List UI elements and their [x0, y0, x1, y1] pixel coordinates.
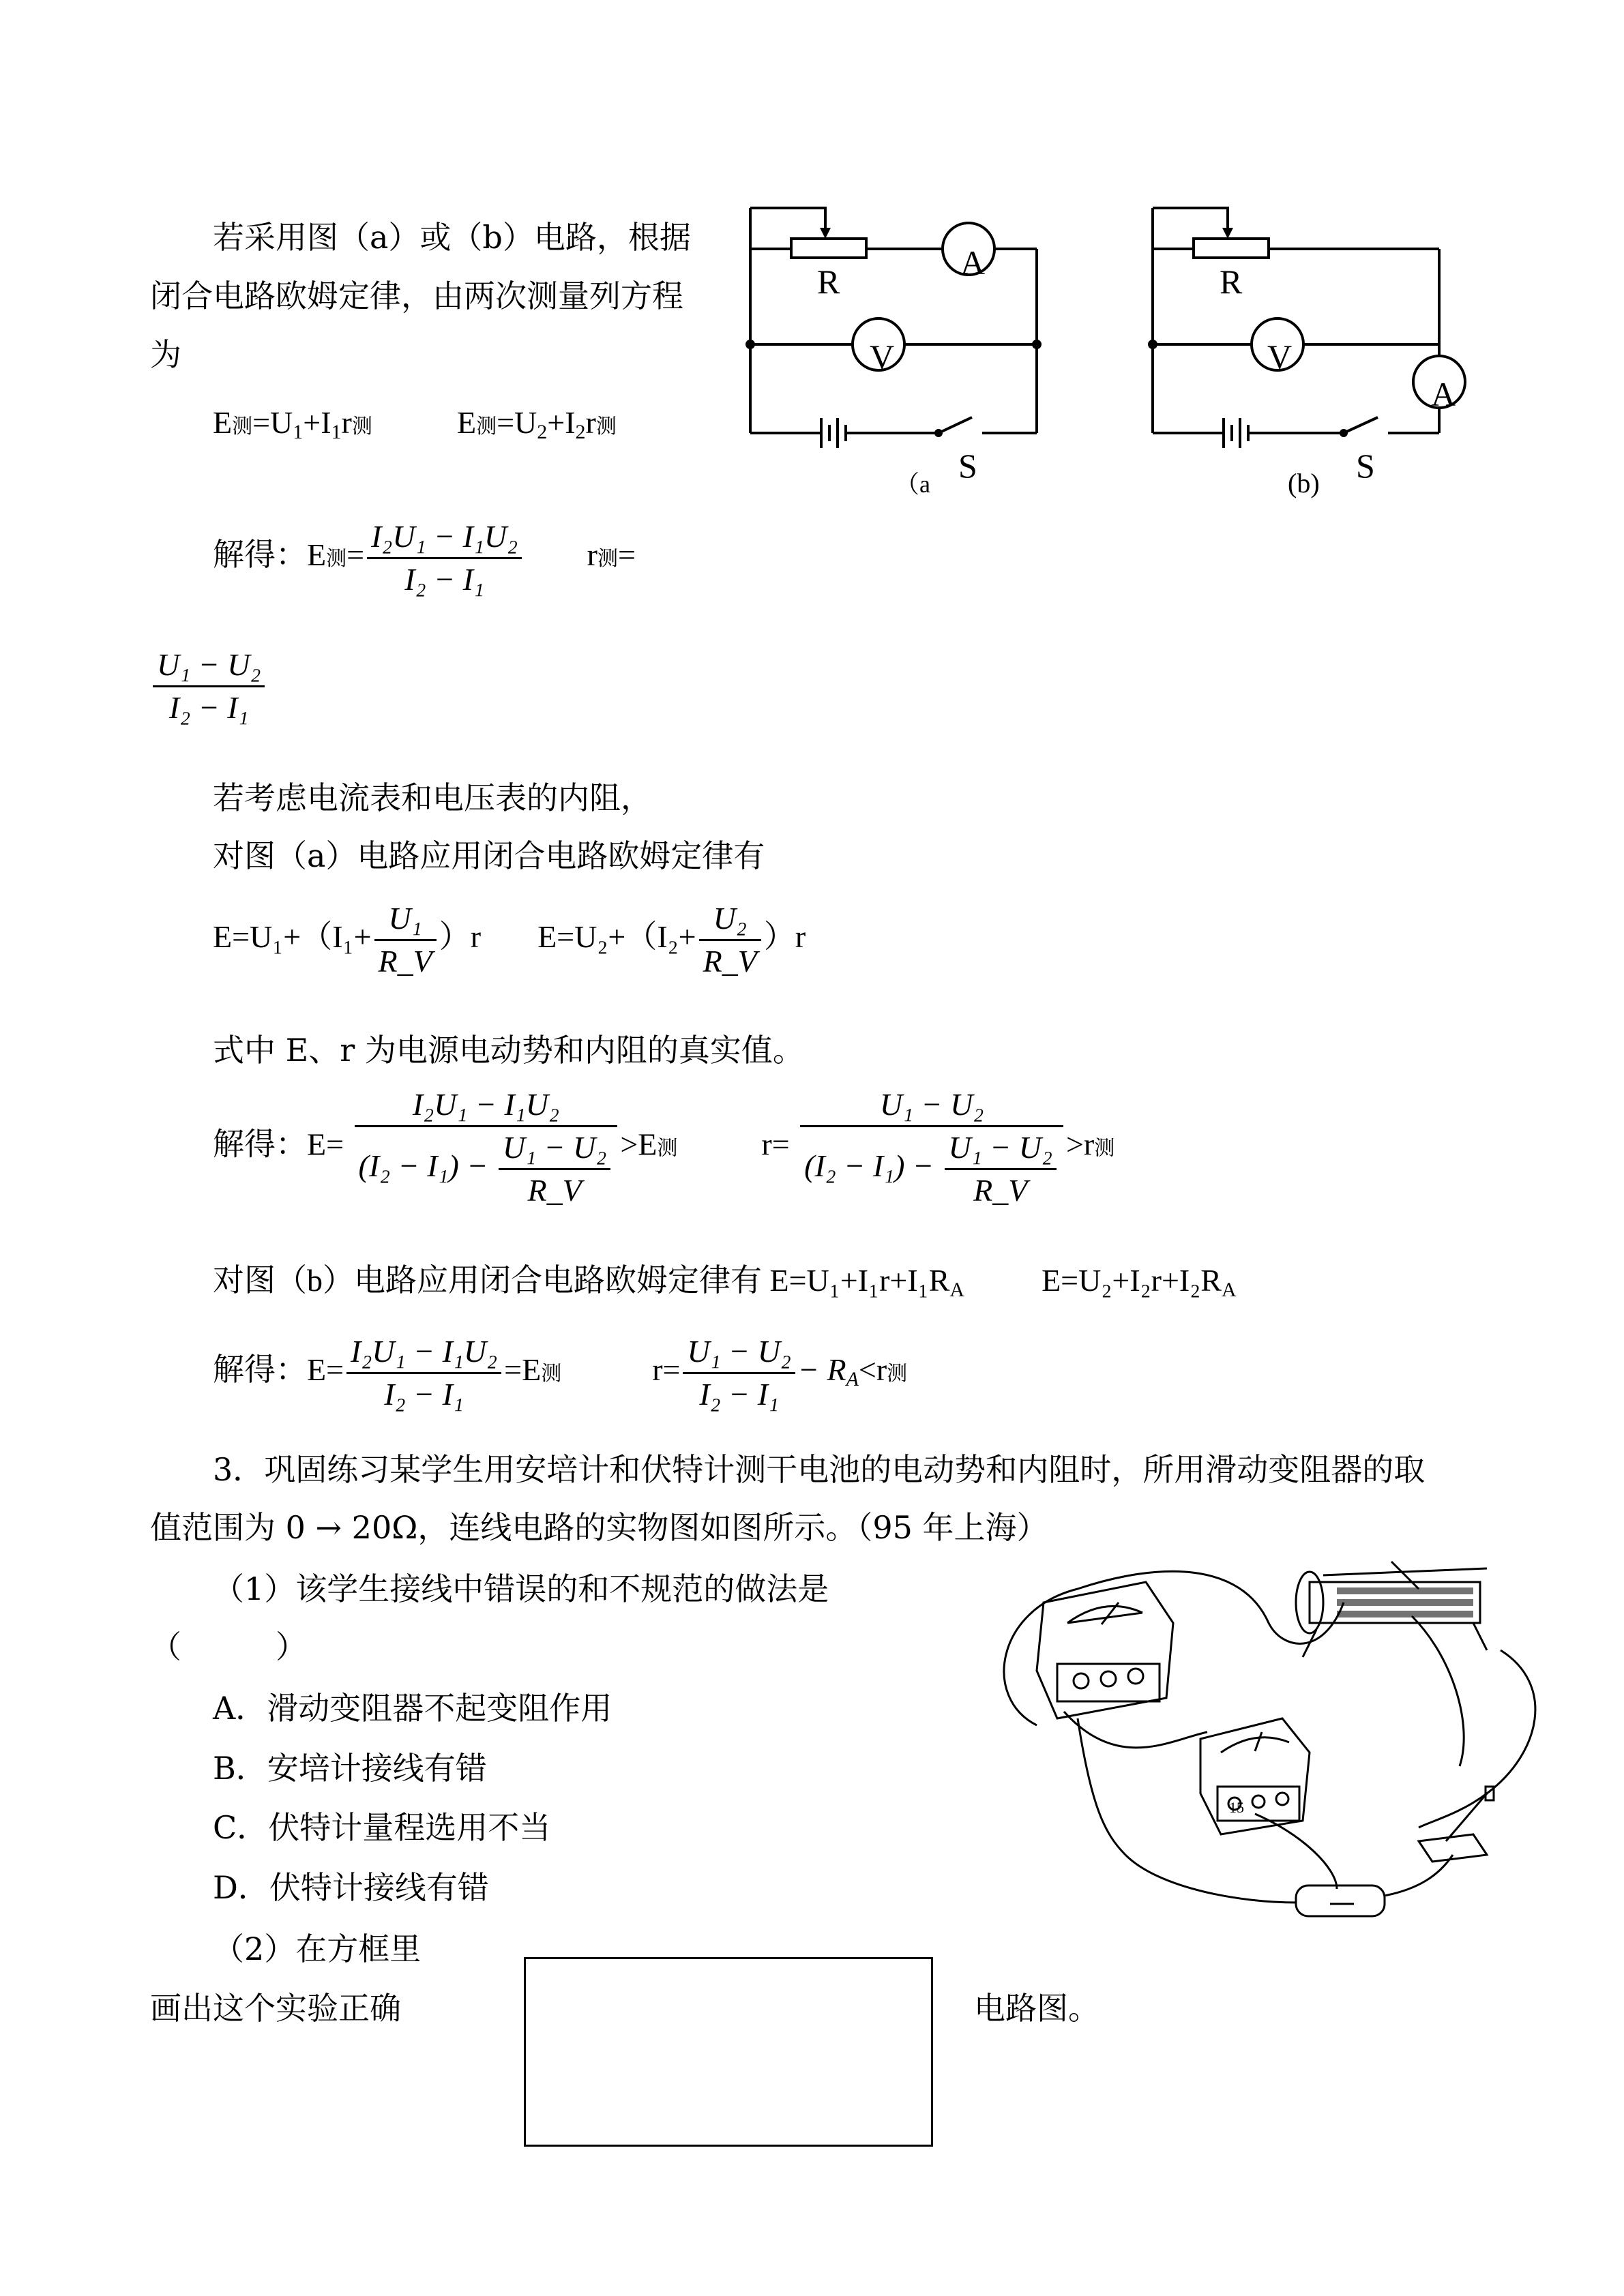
intro-line-1: 若采用图（a）或（b）电路，根据	[213, 219, 691, 256]
question-2: （2）在方框里	[213, 1930, 422, 1967]
solution-circuit-a: 解得：E= I₂U₁ − I₁U₂ (I₂ − I₁) − $\frac{\text{U₁ − U₂}}{R\_V}$ >E测 r= U₁ − U₂ (I₂ − I₁) − $\frac{\text{U₁ − U₂}}{R\_V}$ >r测	[213, 1084, 1114, 1211]
figure-caption-a: （a	[895, 471, 930, 498]
solution-circuit-b: 解得：E= $\frac{\text{I₂U₁ − I₁U₂}}{\text{I₂ − I₁}}$ =E测 r= $\frac{\text{U₁ − U₂}}{\text{I₂ − I₁}}$ − $R_A<r$测	[213, 1331, 907, 1415]
option-b: B．安培计接线有错	[213, 1750, 487, 1787]
intro-line-3: 为	[150, 336, 181, 373]
equation-1: E测$=U_1+I_1r$测	[213, 405, 372, 443]
resistor-label-a: R	[817, 263, 840, 301]
consider-line-1: 若考虑电流表和电压表的内阻，	[213, 779, 652, 816]
switch-label-b: S	[1356, 447, 1375, 485]
ammeter-label-b: A	[1431, 375, 1456, 413]
circuit-diagram-a	[737, 198, 1057, 505]
question-1: （1）该学生接线中错误的和不规范的做法是	[213, 1570, 829, 1607]
consider-line-2: 对图（a）电路应用闭合电路欧姆定律有	[213, 837, 765, 874]
option-d: D．伏特计接线有错	[213, 1869, 489, 1906]
switch-label-a: S	[958, 447, 977, 485]
figure-caption-b: (b)	[1288, 468, 1320, 498]
ammeter-label-a: A	[960, 243, 986, 282]
question-2-line-3: 电路图。	[974, 1990, 1099, 2027]
answer-blank: （ ）	[150, 1628, 307, 1665]
voltmeter-label-a: V	[870, 338, 895, 376]
question-2-line-2: 画出这个实验正确	[150, 1990, 401, 2027]
solution-measured: 解得：E测= $\frac{\text{I₂U₁ − I₁U₂}}{\text{I₂ − I₁}}$ r测=	[213, 516, 636, 600]
equation-circuit-a: E=U₁+（I₁+ $\frac{\text{U₁}}{R\_V}$ ）r E=U₂+（I₂+ $\frac{\text{U₂}}{R\_V}$ ）r	[213, 898, 806, 982]
solution-r-measured: $\frac{\text{U₁ − U₂}}{\text{I₂ − I₁}}$	[150, 644, 267, 728]
voltmeter-label-b: V	[1267, 338, 1293, 376]
intro-line-2: 闭合电路欧姆定律，由两次测量列方程	[150, 278, 683, 314]
problem-3-line-2: 值范围为 0 → 20Ω，连线电路的实物图如图所示。（95 年上海）	[150, 1509, 1048, 1546]
true-value-note: 式中 E、r 为电源电动势和内阻的真实值。	[213, 1032, 804, 1069]
option-c: C．伏特计量程选用不当	[213, 1809, 551, 1846]
apparatus-illustration	[982, 1548, 1555, 1943]
meter-range-label: 15	[1229, 1799, 1244, 1816]
problem-3-line-1: 3．巩固练习某学生用安培计和伏特计测干电池的电动势和内阻时，所用滑动变阻器的取	[213, 1451, 1426, 1488]
equation-circuit-b: 对图（b）电路应用闭合电路欧姆定律有 $E=U_1+I_1r+I_1R_A$ $E=U_2+I_2r+I_2R_A$	[213, 1263, 1237, 1301]
drawing-box[interactable]	[524, 1957, 933, 2147]
option-a: A．滑动变阻器不起变阻作用	[213, 1690, 612, 1727]
circuit-diagram-b	[1139, 198, 1487, 505]
resistor-label-b: R	[1220, 263, 1243, 301]
equation-2: E测$=U_2+I_2r$测	[457, 405, 617, 443]
